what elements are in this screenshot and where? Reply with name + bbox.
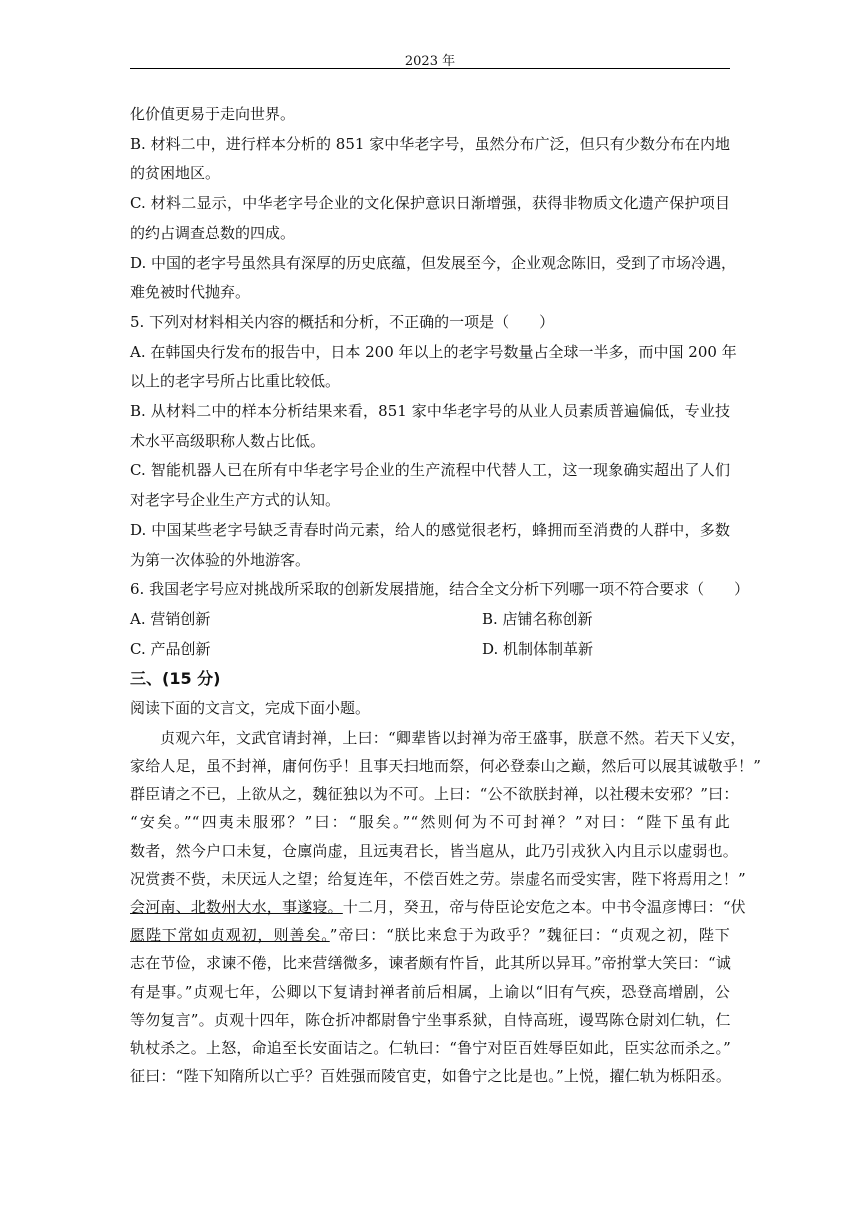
q4-option-c-line2: 的约占调查总数的四成。 (130, 223, 296, 242)
passage-line: 轨杖杀之。上怒，命追至长安面诘之。仁轨曰：“鲁宁对臣百姓辱臣如此，臣实忿而杀之。” (130, 1038, 732, 1057)
q4-option-b-line2: 的贫困地区。 (130, 164, 221, 183)
q5-option-a-line1: A. 在韩国央行发布的报告中，日本 200 年以上的老字号数量占全球一半多，而中国 200 年 (130, 342, 737, 361)
q6-options-row2 (130, 635, 730, 665)
q5-option-b-line1: B. 从材料二中的样本分析结果来看，851 家中华老字号的从业人员素质普遍偏低，专业技 (130, 402, 730, 421)
q4-option-c-line1: C. 材料二显示，中华老字号企业的文化保护意识日渐增强，获得非物质文化遗产保护项目 (130, 194, 730, 213)
underlined-sentence: 愿陛下常如贞观初，则善矣。 (130, 926, 330, 945)
q6-options-row1 (130, 605, 730, 635)
passage-line: 有是事。”贞观七年，公卿以下复请封禅者前后相属，上谕以“旧有气疾，恐登高增剧，公 (130, 982, 730, 1001)
q5-option-c-line2: 对老字号企业生产方式的认知。 (130, 491, 341, 510)
q6-option-c: C. 产品创新 (130, 639, 211, 658)
document-body (130, 100, 762, 1090)
q6-stem: 6. 我国老字号应对挑战所采取的创新发展措施，结合全文分析下列哪一项不符合要求（ ） (130, 580, 750, 599)
passage-line: “安矣。”“四夷未服邪？”曰：“服矣。”“然则何为不可封禅？”对曰：“陛下虽有此 (130, 813, 730, 832)
passage-line: 家给人足，虽不封禅，庸何伤乎！且事天扫地而祭，何必登泰山之巅，然后可以展其诚敬乎！” (130, 756, 762, 775)
header-divider (130, 68, 730, 69)
q6-option-a: A. 营销创新 (130, 609, 211, 628)
section-instruction: 阅读下面的文言文，完成下面小题。 (130, 699, 371, 718)
q5-option-b-line2: 术水平高级职称人数占比低。 (130, 431, 326, 450)
passage-text: ”帝曰：“朕比来怠于为政乎？”魏征曰：“贞观之初，陛下 (329, 926, 731, 945)
passage-line: 数者，然今户口未复，仓廪尚虚，且远夷君长，皆当扈从，此乃引戎狄入内且示以虚弱也。 (130, 841, 739, 860)
classical-passage (130, 724, 762, 1091)
q5-option-d-line1: D. 中国某些老字号缺乏青春时尚元素，给人的感觉很老朽，蜂拥而至消费的人群中，多数 (130, 520, 730, 539)
q4-option-d-line1: D. 中国的老字号虽然具有深厚的历史底蕴，但发展至今，企业观念陈旧，受到了市场冷遇， (130, 253, 737, 272)
passage-text: 十二月，癸丑，帝与侍臣论安危之本。中书令温彦博曰：“伏 (342, 897, 746, 916)
passage-line (130, 893, 746, 921)
passage-line: 等勿复言”。贞观十四年，陈仓折冲都尉鲁宁坐事系狱，自恃高班，谩骂陈仓尉刘仁轨，仁 (130, 1010, 731, 1029)
passage-line: 群臣请之不已，上欲从之，魏征独以为不可。上曰：“公不欲朕封禅，以社稷未安邪？”曰： (130, 785, 739, 804)
passage-line: 征曰：“陛下知隋所以亡乎？百姓强而陵官吏，如鲁宁之比是也。”上悦，擢仁轨为栎阳丞。 (130, 1067, 732, 1086)
q4-option-d-line2: 难免被时代抛弃。 (130, 283, 251, 302)
passage-line (130, 921, 730, 949)
section-heading: 三、(15 分) (130, 669, 221, 689)
q6-option-d: D. 机制体制革新 (482, 639, 594, 658)
page-header: 2023 年 (404, 54, 456, 69)
q4-continuation: 化价值更易于走向世界。 (130, 105, 296, 123)
passage-line: 志在节俭，求谏不倦，比来营缮微多，谏者颇有忤旨，此其所以异耳。”帝拊掌大笑曰：“诚 (130, 954, 732, 973)
passage-line: 贞观六年，文武官请封禅，上曰：“卿辈皆以封禅为帝王盛事，朕意不然。若天下乂安， (160, 728, 746, 747)
q5-stem: 5. 下列对材料相关内容的概括和分析，不正确的一项是（ ） (130, 312, 555, 331)
underlined-sentence: 会河南、北数州大水，事遂寝。 (130, 897, 343, 916)
q4-option-b-line1: B. 材料二中，进行样本分析的 851 家中华老字号，虽然分布广泛，但只有少数分布在内地 (130, 134, 730, 153)
q6-option-b: B. 店铺名称创新 (482, 609, 593, 628)
q5-option-c-line1: C. 智能机器人已在所有中华老字号企业的生产流程中代替人工，这一现象确实超出了人们 (130, 461, 730, 480)
q5-option-a-line2: 以上的老字号所占比重比较低。 (130, 372, 341, 391)
passage-line: 况赏赉不赀，未厌远人之望；给复连年，不偿百姓之劳。崇虚名而受实害，陛下将焉用之！” (130, 869, 746, 888)
q5-option-d-line2: 为第一次体验的外地游客。 (130, 550, 311, 569)
